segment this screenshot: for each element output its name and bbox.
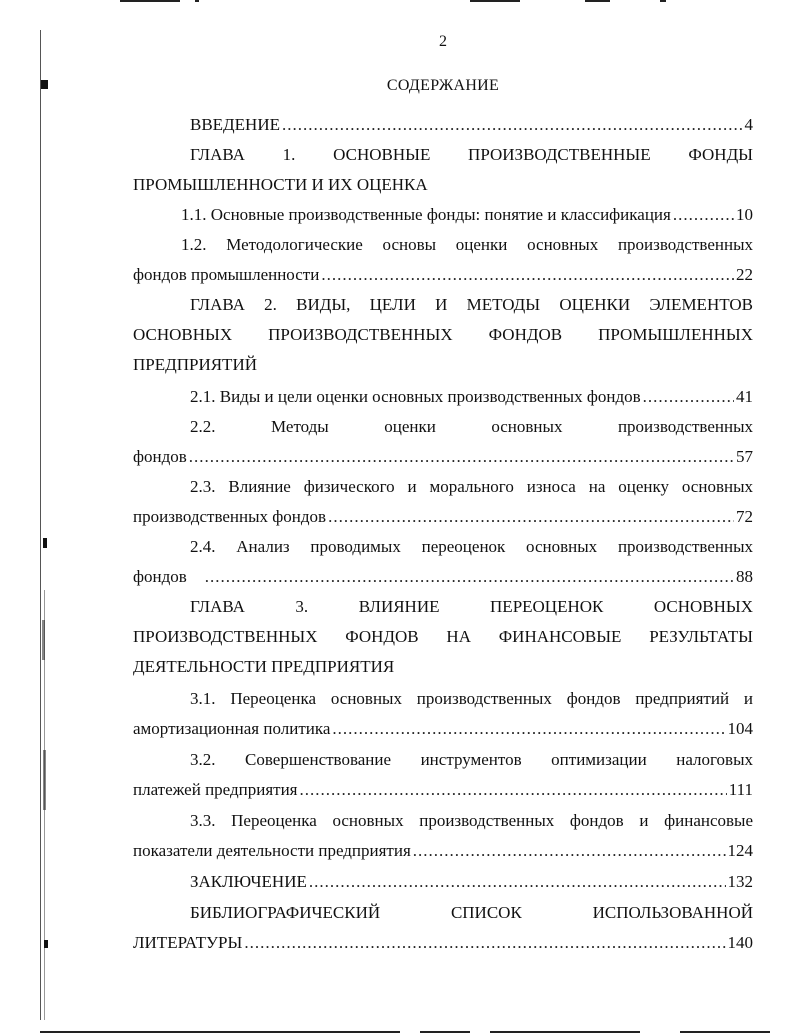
toc-page-number: 104 — [727, 719, 753, 738]
toc-entry-3-1-title: 3.1. Переоценка основных производственных фондов предприятий и — [190, 689, 753, 708]
toc-entry-2-2-title: 2.2. Методы оценки основных производственных — [190, 417, 753, 436]
toc-entry-intro — [133, 110, 753, 140]
toc-entry-label: производственных фондов — [133, 507, 327, 526]
toc-entry-2-1 — [133, 382, 753, 412]
toc-entry-conclusion — [133, 867, 753, 897]
toc-entry-2-3 — [133, 502, 753, 532]
toc-page-number: 41 — [736, 387, 753, 406]
toc-entry-label: фондов — [133, 567, 187, 586]
toc-page-number: 4 — [744, 115, 753, 134]
chapter-3-heading: ГЛАВА 3. ВЛИЯНИЕ ПЕРЕОЦЕНОК ОСНОВНЫХ — [190, 597, 753, 616]
toc-entry-label: амортизационная политика — [133, 719, 331, 738]
toc-entry-2-4 — [133, 562, 753, 592]
toc-page-number: 10 — [736, 205, 753, 224]
chapter-2-heading-cont: ОСНОВНЫХ ПРОИЗВОДСТВЕННЫХ ФОНДОВ ПРОМЫШЛЕННЫХ — [133, 325, 753, 344]
chapter-1-heading-cont: ПРОМЫШЛЕННОСТИ И ИХ ОЦЕНКА — [133, 175, 428, 194]
dot-leader — [300, 775, 727, 805]
toc-entry-1-2-title: 1.2. Методологические основы оценки основных производственных — [181, 235, 753, 254]
dot-leader — [413, 836, 726, 866]
dot-leader — [189, 442, 734, 472]
toc-entry-3-2-title: 3.2. Совершенствование инструментов оптимизации налоговых — [190, 750, 753, 769]
toc-page-number: 111 — [728, 780, 753, 799]
toc-entry-label: фондов — [133, 447, 187, 466]
dot-leader — [321, 260, 734, 290]
scan-edge-top — [0, 0, 799, 3]
toc-entry-label: ВВЕДЕНИЕ — [190, 115, 280, 134]
toc-entry-2-4-title: 2.4. Анализ проводимых переоценок основных производственных — [190, 537, 753, 556]
toc-entry-label: ЛИТЕРАТУРЫ — [133, 933, 243, 952]
toc-page-number: 72 — [736, 507, 753, 526]
scan-binding-edge — [36, 30, 50, 1030]
toc-page-number: 57 — [736, 447, 753, 466]
toc-entry-3-3 — [133, 836, 753, 866]
dot-leader — [205, 562, 734, 592]
chapter-1-heading: ГЛАВА 1. ОСНОВНЫЕ ПРОИЗВОДСТВЕННЫЕ ФОНДЫ — [190, 145, 753, 164]
chapter-2-heading-cont2: ПРЕДПРИЯТИЙ — [133, 355, 257, 374]
toc-page-number: 132 — [727, 872, 753, 891]
toc-page-number: 124 — [727, 841, 753, 860]
toc-entry-2-3-title: 2.3. Влияние физического и морального износа на оценку основных — [190, 477, 753, 496]
page-title: СОДЕРЖАНИЕ — [386, 77, 500, 94]
scan-edge-bottom — [0, 1030, 799, 1034]
dot-leader — [332, 714, 725, 744]
toc-entry-2-2 — [133, 442, 753, 472]
toc-page-number: 22 — [736, 265, 753, 284]
dot-leader — [328, 502, 734, 532]
dot-leader — [244, 928, 725, 958]
chapter-3-heading-cont: ПРОИЗВОДСТВЕННЫХ ФОНДОВ НА ФИНАНСОВЫЕ РЕЗУЛЬТАТЫ — [133, 627, 753, 646]
toc-page-number: 140 — [727, 933, 753, 952]
toc-entry-label: 1.1. Основные производственные фонды: понятие и классификация — [181, 205, 671, 224]
chapter-2-heading: ГЛАВА 2. ВИДЫ, ЦЕЛИ И МЕТОДЫ ОЦЕНКИ ЭЛЕМЕНТОВ — [190, 295, 753, 314]
toc-entry-1-1 — [133, 200, 753, 230]
toc-entry-label: фондов промышленности — [133, 265, 320, 284]
dot-leader — [643, 382, 734, 412]
toc-entry-label: 2.1. Виды и цели оценки основных производственных фондов — [190, 387, 641, 406]
page-number: 2 — [439, 33, 447, 50]
toc-entry-label: платежей предприятия — [133, 780, 298, 799]
dot-leader — [309, 867, 726, 897]
toc-page-number: 88 — [736, 567, 753, 586]
toc-entry-3-1 — [133, 714, 753, 744]
toc-entry-3-3-title: 3.3. Переоценка основных производственных фондов и финансовые — [190, 811, 753, 830]
toc-entry-label: ЗАКЛЮЧЕНИЕ — [190, 872, 307, 891]
dot-leader — [673, 200, 734, 230]
toc-entry-bibliography — [133, 928, 753, 958]
chapter-3-heading-cont2: ДЕЯТЕЛЬНОСТИ ПРЕДПРИЯТИЯ — [133, 657, 395, 676]
toc-entry-label: показатели деятельности предприятия — [133, 841, 411, 860]
toc-entry-3-2 — [133, 775, 753, 805]
toc-entry-1-2 — [133, 260, 753, 290]
toc-entry-bibliography-title: БИБЛИОГРАФИЧЕСКИЙ СПИСОК ИСПОЛЬЗОВАННОЙ — [190, 903, 753, 922]
dot-leader — [282, 110, 743, 140]
